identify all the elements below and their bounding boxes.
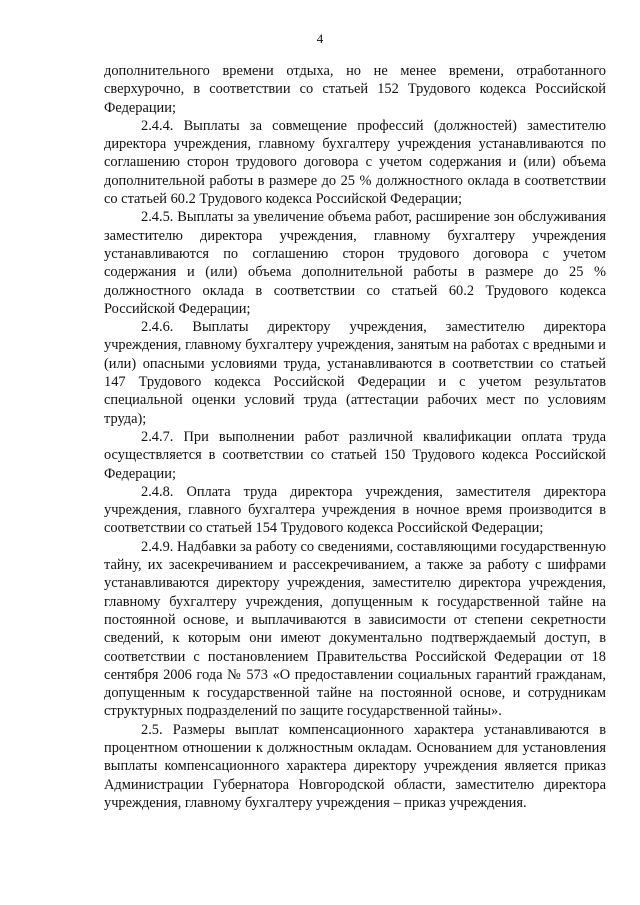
paragraph-2-4-9: 2.4.9. Надбавки за работу со сведениями, составляющими государственную тайну, их засекречиванием и рассекречиванием, а также за работу с шифрами устанавливаются директору учреждения, заместителю директора учреждения, главному бухгалтеру учреждения, допущенным к государственной тайне на постоянной основе, и выплачиваются в зависимости от степени секретности сведений, к которым они имеют документально подтверждаемый доступ, в соответствии с постановлением Правительства Российской Федерации от 18 сентября 2006 года № 573 «О предоставлении социальных гарантий гражданам, допущенным к государственной тайне на постоянной основе, и сотрудникам структурных подразделений по защите государственной тайны». xyxy=(104,538,606,720)
paragraph-2-4-8: 2.4.8. Оплата труда директора учреждения, заместителя директора учреждения, главного бухгалтера учреждения в ночное время производится в соответствии со статьей 154 Трудового кодекса Российской Федерации; xyxy=(104,483,606,537)
page-number: 4 xyxy=(316,31,324,46)
paragraph-2-4-5: 2.4.5. Выплаты за увеличение объема работ, расширение зон обслуживания заместителю директора учреждения, главному бухгалтеру учреждения устанавливаются по соглашению сторон трудового договора с учетом содержания и (или) объема дополнительной работы в размере до 25 % должностного оклада в соответствии со статьей 60.2 Трудового кодекса Российской Федерации; xyxy=(104,209,606,317)
paragraph-2-4-6: 2.4.6. Выплаты директору учреждения, заместителю директора учреждения, главному бухгалтеру учреждения, занятым на работах с вредными и (или) опасными условиями труда, устанавливаются в соответствии со статьей 147 Трудового кодекса Российской Федерации и с учетом результатов специальной оценки условий труда (аттестации рабочих мест по условиям труда); xyxy=(104,319,606,427)
paragraph-2-4-7: 2.4.7. При выполнении работ различной квалификации оплата труда осуществляется в соответствии со статьей 150 Трудового кодекса Российской Федерации; xyxy=(104,428,606,482)
paragraph-2-5: 2.5. Размеры выплат компенсационного характера устанавливаются в процентном отношении к должностным окладам. Основанием для установления выплаты компенсационного характера директору учреждения является приказ Администрации Губернатора Новгородской области, заместителю директора учреждения, главному бухгалтеру учреждения – приказ учреждения. xyxy=(104,721,606,811)
paragraph-2-4-4: 2.4.4. Выплаты за совмещение профессий (должностей) заместителю директора учреждения, главному бухгалтеру учреждения устанавливаются по соглашению сторон трудового договора с учетом содержания и (или) объема дополнительной работы в размере до 25 % должностного оклада в соответствии со статьей 60.2 Трудового кодекса Российской Федерации; xyxy=(104,117,606,208)
paragraph-continuation: дополнительного времени отдыха, но не менее времени, отработанного сверхурочно, в соответствии со статьей 152 Трудового кодекса Российской Федерации; xyxy=(104,63,606,116)
document-body xyxy=(104,62,606,812)
